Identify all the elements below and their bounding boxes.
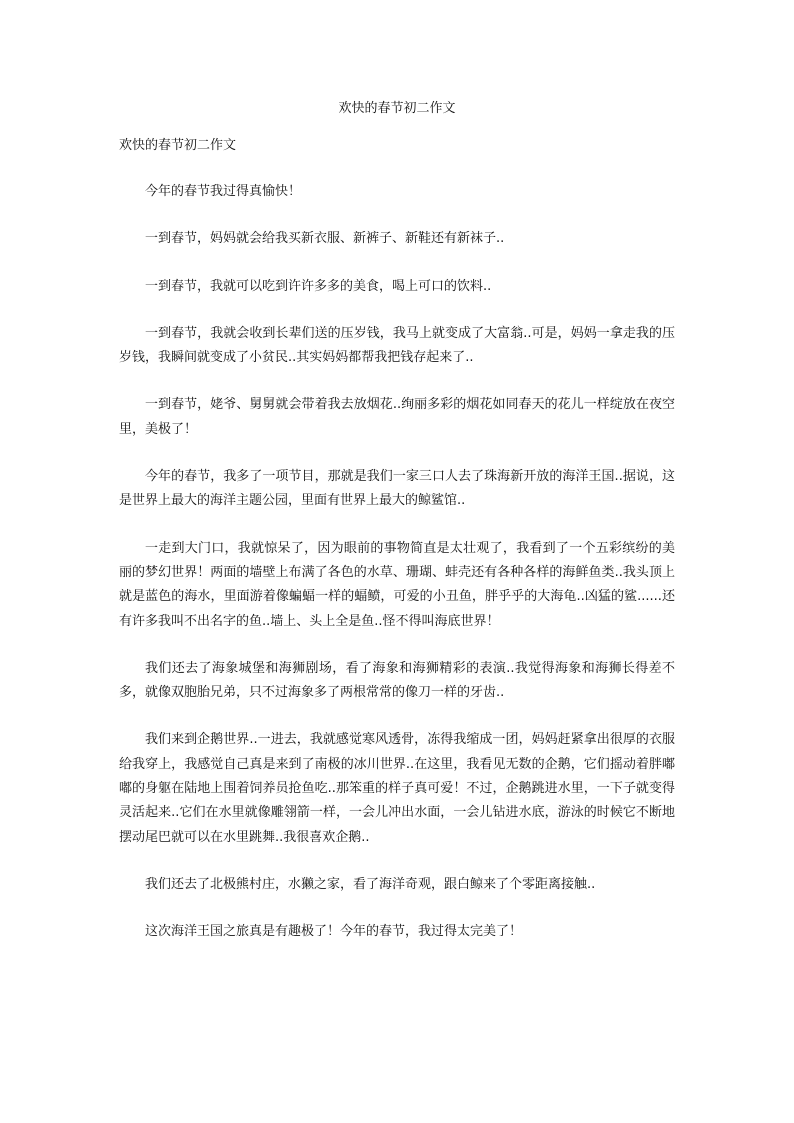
document-body: [119, 180, 675, 968]
document-title: 欢快的春节初二作文: [338, 101, 456, 116]
paragraph: 我们还去了海象城堡和海狮剧场，看了海象和海狮精彩的表演..我觉得海象和海狮长得差不多，就像双胞胎兄弟，只不过海象多了两根常常的像刀一样的牙齿..: [119, 660, 675, 701]
paragraph: 一到春节，妈妈就会给我买新衣服、新裤子、新鞋还有新袜子..: [145, 231, 505, 247]
paragraph: 今年的春节我过得真愉快！: [145, 184, 302, 199]
paragraph: 一到春节，姥爷、舅舅就会带着我去放烟花..绚丽多彩的烟花如同春天的花儿一样绽放在夜空里，美极了！: [119, 397, 675, 437]
document-subtitle: 欢快的春节初二作文: [119, 138, 237, 153]
paragraph: 我们还去了北极熊村庄，水獭之家，看了海洋奇观，跟白鲸来了个零距离接触..: [145, 876, 596, 892]
paragraph: 一走到大门口，我就惊呆了，因为眼前的事物简直是太壮观了，我看到了一个五彩缤纷的美丽的梦幻世界！两面的墙壁上布满了各色的水草、珊瑚、蚌壳还有各种各样的海鲜鱼类..我头顶上就是蓝色的海水，里面游着像蝙蝠一样的蝠鲼，可爱的小丑鱼，胖乎乎的大海龟..凶猛的鲨......还有许多我叫不出名字的鱼..墙上、头上全是鱼..怪不得叫海底世界！: [119, 540, 675, 629]
paragraph: 我们来到企鹅世界..一进去，我就感觉寒风透骨，冻得我缩成一团，妈妈赶紧拿出很厚的衣服给我穿上，我感觉自己真是来到了南极的冰川世界..在这里，我看见无数的企鹅，它们摇动着胖嘟嘟的身躯在陆地上围着饲养员抢鱼吃..那笨重的样子真可爱！不过，企鹅跳进水里，一下子就变得灵活起来..它们在水里就像雕翎箭一样，一会儿冲出水面，一会儿钻进水底，游泳的时候它不断地摆动尾巴就可以在水里跳舞..我很喜欢企鹅..: [119, 732, 675, 845]
paragraph: 今年的春节，我多了一项节目，那就是我们一家三口人去了珠海新开放的海洋王国..据说，这是世界上最大的海洋主题公园，里面有世界上最大的鲸鲨馆..: [119, 469, 675, 509]
paragraph: 这次海洋王国之旅真是有趣极了！今年的春节，我过得太完美了！: [145, 924, 523, 940]
paragraph: 一到春节，我就可以吃到许许多多的美食，喝上可口的饮料..: [145, 278, 492, 294]
paragraph: 一到春节，我就会收到长辈们送的压岁钱，我马上就变成了大富翁..可是，妈妈一拿走我的压岁钱，我瞬间就变成了小贫民..其实妈妈都帮我把钱存起来了..: [119, 325, 675, 366]
